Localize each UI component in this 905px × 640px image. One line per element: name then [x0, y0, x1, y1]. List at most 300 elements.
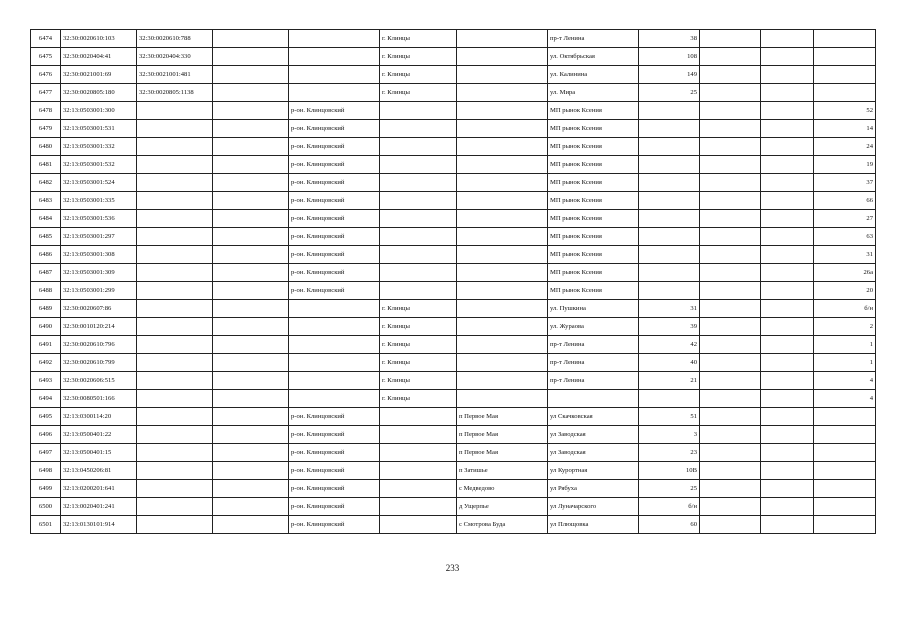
- cell-c4: [213, 426, 289, 444]
- cell-prev-cadastral: [137, 444, 213, 462]
- cell-locality: [457, 66, 548, 84]
- cell-locality: [457, 300, 548, 318]
- cell-c11: [761, 264, 814, 282]
- cell-house: [639, 174, 700, 192]
- cell-num: 6491: [31, 336, 61, 354]
- cell-locality: с Медведово: [457, 480, 548, 498]
- cell-c4: [213, 210, 289, 228]
- cell-house: 60: [639, 516, 700, 534]
- table-row: [31, 156, 876, 174]
- cell-c4: [213, 282, 289, 300]
- cell-locality: п Затишье: [457, 462, 548, 480]
- cell-locality: [457, 192, 548, 210]
- cell-district: р-он. Клинцовский: [289, 498, 380, 516]
- cell-c11: [761, 120, 814, 138]
- cell-settlement: [380, 192, 457, 210]
- cell-c4: [213, 84, 289, 102]
- cell-cadastral: 32:13:0503001:297: [61, 228, 137, 246]
- cell-prev-cadastral: [137, 372, 213, 390]
- cell-settlement: г. Клинцы: [380, 372, 457, 390]
- cell-c11: [761, 516, 814, 534]
- cell-district: [289, 372, 380, 390]
- cell-locality: [457, 246, 548, 264]
- cell-street: ул. Калинина: [548, 66, 639, 84]
- cell-c10: [700, 264, 761, 282]
- cell-street: ул Рябуха: [548, 480, 639, 498]
- cell-c10: [700, 336, 761, 354]
- table-row: [31, 174, 876, 192]
- cell-c10: [700, 210, 761, 228]
- cell-house: [639, 264, 700, 282]
- cell-c4: [213, 462, 289, 480]
- cell-locality: [457, 372, 548, 390]
- cell-num: 6485: [31, 228, 61, 246]
- cell-num: 6482: [31, 174, 61, 192]
- cell-c11: [761, 372, 814, 390]
- cell-extra: [814, 516, 876, 534]
- table-row: [31, 282, 876, 300]
- cell-street: ул Луначарского: [548, 498, 639, 516]
- cell-num: 6493: [31, 372, 61, 390]
- cell-num: 6497: [31, 444, 61, 462]
- cell-c11: [761, 426, 814, 444]
- cell-house: 21: [639, 372, 700, 390]
- cell-num: 6486: [31, 246, 61, 264]
- cell-settlement: [380, 210, 457, 228]
- cell-cadastral: 32:13:0503001:531: [61, 120, 137, 138]
- cell-extra: [814, 444, 876, 462]
- cell-c11: [761, 84, 814, 102]
- cell-district: р-он. Клинцовский: [289, 408, 380, 426]
- cell-settlement: г. Клинцы: [380, 354, 457, 372]
- cell-cadastral: 32:13:0300114:20: [61, 408, 137, 426]
- cell-num: 6484: [31, 210, 61, 228]
- cell-c4: [213, 66, 289, 84]
- cell-c4: [213, 228, 289, 246]
- cell-extra: 66: [814, 192, 876, 210]
- cell-street: ул. Октябрьская: [548, 48, 639, 66]
- cell-street: ул. Пушкина: [548, 300, 639, 318]
- cell-locality: [457, 282, 548, 300]
- cell-c10: [700, 408, 761, 426]
- cell-locality: [457, 48, 548, 66]
- cell-num: 6481: [31, 156, 61, 174]
- cell-c4: [213, 120, 289, 138]
- cell-district: р-он. Клинцовский: [289, 516, 380, 534]
- cell-extra: б/н: [814, 300, 876, 318]
- cell-c11: [761, 462, 814, 480]
- cell-num: 6489: [31, 300, 61, 318]
- cell-house: [639, 192, 700, 210]
- cell-prev-cadastral: 32:30:0020805:1138: [137, 84, 213, 102]
- cell-prev-cadastral: [137, 480, 213, 498]
- cell-c4: [213, 264, 289, 282]
- cell-street: ул Курортная: [548, 462, 639, 480]
- cell-district: р-он. Клинцовский: [289, 138, 380, 156]
- cell-extra: [814, 30, 876, 48]
- cell-c4: [213, 138, 289, 156]
- cell-settlement: г. Клинцы: [380, 66, 457, 84]
- cell-c11: [761, 354, 814, 372]
- cell-c11: [761, 210, 814, 228]
- cell-settlement: [380, 480, 457, 498]
- cell-cadastral: 32:13:0503001:309: [61, 264, 137, 282]
- cell-house: [639, 282, 700, 300]
- cell-num: 6478: [31, 102, 61, 120]
- cell-extra: 27: [814, 210, 876, 228]
- cell-prev-cadastral: 32:30:0020404:330: [137, 48, 213, 66]
- cell-num: 6496: [31, 426, 61, 444]
- cell-street: пр-т Ленина: [548, 354, 639, 372]
- cell-c10: [700, 228, 761, 246]
- cell-c11: [761, 300, 814, 318]
- cell-num: 6494: [31, 390, 61, 408]
- cell-locality: [457, 336, 548, 354]
- cell-street: ул. Мира: [548, 84, 639, 102]
- cell-c11: [761, 282, 814, 300]
- cell-settlement: [380, 426, 457, 444]
- cell-c4: [213, 192, 289, 210]
- cell-cadastral: 32:30:0010120:214: [61, 318, 137, 336]
- cell-district: р-он. Клинцовский: [289, 192, 380, 210]
- cell-extra: 19: [814, 156, 876, 174]
- cell-district: р-он. Клинцовский: [289, 264, 380, 282]
- cell-prev-cadastral: [137, 102, 213, 120]
- cell-locality: [457, 120, 548, 138]
- cell-settlement: [380, 498, 457, 516]
- cell-settlement: г. Клинцы: [380, 30, 457, 48]
- property-registry-table: [30, 29, 876, 534]
- cell-district: р-он. Клинцовский: [289, 120, 380, 138]
- cell-c11: [761, 498, 814, 516]
- cell-c10: [700, 390, 761, 408]
- cell-extra: [814, 462, 876, 480]
- cell-district: р-он. Клинцовский: [289, 210, 380, 228]
- cell-cadastral: 32:30:0021001:69: [61, 66, 137, 84]
- cell-district: р-он. Клинцовский: [289, 282, 380, 300]
- cell-district: [289, 354, 380, 372]
- table-row: [31, 372, 876, 390]
- table-row: [31, 138, 876, 156]
- cell-num: 6488: [31, 282, 61, 300]
- cell-cadastral: 32:13:0130101:914: [61, 516, 137, 534]
- cell-cadastral: 32:13:0503001:536: [61, 210, 137, 228]
- cell-house: 51: [639, 408, 700, 426]
- cell-c4: [213, 516, 289, 534]
- cell-settlement: г. Клинцы: [380, 300, 457, 318]
- table-row: [31, 120, 876, 138]
- cell-district: [289, 318, 380, 336]
- cell-cadastral: 32:13:0503001:300: [61, 102, 137, 120]
- cell-locality: [457, 84, 548, 102]
- table-row: [31, 318, 876, 336]
- cell-cadastral: 32:30:0080501:166: [61, 390, 137, 408]
- registry-table-body: [31, 30, 876, 534]
- cell-prev-cadastral: [137, 156, 213, 174]
- cell-c10: [700, 84, 761, 102]
- table-row: [31, 246, 876, 264]
- cell-c10: [700, 426, 761, 444]
- cell-c4: [213, 246, 289, 264]
- cell-district: р-он. Клинцовский: [289, 480, 380, 498]
- cell-cadastral: 32:13:0200201:641: [61, 480, 137, 498]
- cell-district: р-он. Клинцовский: [289, 426, 380, 444]
- cell-c11: [761, 228, 814, 246]
- cell-c4: [213, 372, 289, 390]
- cell-c10: [700, 66, 761, 84]
- cell-locality: п Первое Мая: [457, 426, 548, 444]
- cell-c11: [761, 48, 814, 66]
- cell-settlement: [380, 462, 457, 480]
- cell-c11: [761, 444, 814, 462]
- cell-c10: [700, 444, 761, 462]
- cell-prev-cadastral: [137, 462, 213, 480]
- cell-settlement: [380, 120, 457, 138]
- cell-settlement: г. Клинцы: [380, 48, 457, 66]
- cell-c11: [761, 408, 814, 426]
- cell-locality: п Первое Мая: [457, 444, 548, 462]
- cell-street: МП рынок Ксения: [548, 174, 639, 192]
- cell-house: 10В: [639, 462, 700, 480]
- cell-cadastral: 32:30:0020805:180: [61, 84, 137, 102]
- cell-c4: [213, 336, 289, 354]
- cell-locality: [457, 354, 548, 372]
- table-row: [31, 228, 876, 246]
- cell-house: [639, 228, 700, 246]
- cell-street: МП рынок Ксения: [548, 246, 639, 264]
- table-row: [31, 480, 876, 498]
- cell-prev-cadastral: [137, 246, 213, 264]
- cell-num: 6487: [31, 264, 61, 282]
- cell-house: 39: [639, 318, 700, 336]
- cell-cadastral: 32:13:0500401:15: [61, 444, 137, 462]
- cell-c10: [700, 516, 761, 534]
- cell-c4: [213, 480, 289, 498]
- cell-c4: [213, 498, 289, 516]
- cell-num: 6480: [31, 138, 61, 156]
- cell-c10: [700, 462, 761, 480]
- cell-prev-cadastral: [137, 498, 213, 516]
- cell-cadastral: 32:30:0020610:799: [61, 354, 137, 372]
- cell-district: р-он. Клинцовский: [289, 462, 380, 480]
- cell-extra: 1: [814, 336, 876, 354]
- cell-house: 42: [639, 336, 700, 354]
- cell-prev-cadastral: [137, 138, 213, 156]
- cell-prev-cadastral: [137, 228, 213, 246]
- cell-extra: 31: [814, 246, 876, 264]
- cell-c4: [213, 390, 289, 408]
- cell-street: пр-т Ленина: [548, 336, 639, 354]
- cell-extra: 1: [814, 354, 876, 372]
- cell-district: р-он. Клинцовский: [289, 444, 380, 462]
- cell-settlement: г. Клинцы: [380, 84, 457, 102]
- cell-c4: [213, 354, 289, 372]
- cell-prev-cadastral: [137, 408, 213, 426]
- cell-locality: [457, 390, 548, 408]
- cell-cadastral: 32:13:0503001:532: [61, 156, 137, 174]
- cell-extra: 63: [814, 228, 876, 246]
- cell-street: МП рынок Ксения: [548, 138, 639, 156]
- cell-street: пр-т Ленина: [548, 30, 639, 48]
- cell-num: 6492: [31, 354, 61, 372]
- cell-cadastral: 32:13:0503001:335: [61, 192, 137, 210]
- table-row: [31, 408, 876, 426]
- cell-c10: [700, 372, 761, 390]
- cell-c11: [761, 138, 814, 156]
- cell-prev-cadastral: [137, 318, 213, 336]
- cell-settlement: [380, 282, 457, 300]
- cell-house: 25: [639, 84, 700, 102]
- table-row: [31, 264, 876, 282]
- cell-prev-cadastral: [137, 336, 213, 354]
- cell-extra: 20: [814, 282, 876, 300]
- cell-district: р-он. Клинцовский: [289, 156, 380, 174]
- cell-extra: 4: [814, 390, 876, 408]
- cell-cadastral: 32:13:0503001:299: [61, 282, 137, 300]
- cell-settlement: [380, 444, 457, 462]
- cell-c10: [700, 138, 761, 156]
- cell-district: [289, 48, 380, 66]
- cell-num: 6501: [31, 516, 61, 534]
- table-row: [31, 300, 876, 318]
- cell-street: МП рынок Ксения: [548, 264, 639, 282]
- cell-locality: [457, 138, 548, 156]
- cell-settlement: [380, 138, 457, 156]
- cell-prev-cadastral: [137, 516, 213, 534]
- cell-cadastral: 32:30:0020607:86: [61, 300, 137, 318]
- cell-extra: 4: [814, 372, 876, 390]
- table-row: [31, 354, 876, 372]
- table-row: [31, 192, 876, 210]
- cell-street: ул Заводская: [548, 444, 639, 462]
- cell-c10: [700, 480, 761, 498]
- cell-num: 6474: [31, 30, 61, 48]
- cell-house: [639, 156, 700, 174]
- cell-prev-cadastral: [137, 390, 213, 408]
- cell-num: 6500: [31, 498, 61, 516]
- cell-num: 6476: [31, 66, 61, 84]
- cell-c11: [761, 480, 814, 498]
- table-row: [31, 516, 876, 534]
- cell-c10: [700, 192, 761, 210]
- cell-c11: [761, 318, 814, 336]
- cell-street: МП рынок Ксения: [548, 120, 639, 138]
- cell-settlement: [380, 174, 457, 192]
- cell-c11: [761, 192, 814, 210]
- cell-settlement: [380, 246, 457, 264]
- cell-district: [289, 66, 380, 84]
- cell-prev-cadastral: [137, 192, 213, 210]
- cell-num: 6477: [31, 84, 61, 102]
- cell-district: р-он. Клинцовский: [289, 228, 380, 246]
- cell-house: [639, 210, 700, 228]
- cell-settlement: [380, 156, 457, 174]
- cell-street: МП рынок Ксения: [548, 102, 639, 120]
- table-row: [31, 336, 876, 354]
- cell-settlement: [380, 264, 457, 282]
- cell-prev-cadastral: [137, 282, 213, 300]
- cell-extra: 24: [814, 138, 876, 156]
- cell-c4: [213, 156, 289, 174]
- cell-c10: [700, 30, 761, 48]
- cell-house: 108: [639, 48, 700, 66]
- cell-house: [639, 390, 700, 408]
- cell-locality: д Ущерпье: [457, 498, 548, 516]
- cell-street: МП рынок Ксения: [548, 228, 639, 246]
- table-row: [31, 498, 876, 516]
- cell-locality: п Первое Мая: [457, 408, 548, 426]
- cell-street: ул Заводская: [548, 426, 639, 444]
- cell-extra: [814, 426, 876, 444]
- cell-extra: [814, 498, 876, 516]
- cell-cadastral: 32:30:0020404:41: [61, 48, 137, 66]
- table-row: [31, 102, 876, 120]
- cell-house: 3: [639, 426, 700, 444]
- cell-prev-cadastral: [137, 300, 213, 318]
- cell-street: ул Скачковская: [548, 408, 639, 426]
- table-row: [31, 444, 876, 462]
- table-row: [31, 84, 876, 102]
- table-row: [31, 426, 876, 444]
- cell-c11: [761, 336, 814, 354]
- cell-c11: [761, 390, 814, 408]
- cell-cadastral: 32:13:0503001:332: [61, 138, 137, 156]
- cell-c10: [700, 246, 761, 264]
- cell-prev-cadastral: [137, 120, 213, 138]
- cell-locality: [457, 318, 548, 336]
- table-row: [31, 48, 876, 66]
- cell-c10: [700, 498, 761, 516]
- cell-cadastral: 32:13:0020401:241: [61, 498, 137, 516]
- cell-cadastral: 32:30:0020610:103: [61, 30, 137, 48]
- cell-district: р-он. Клинцовский: [289, 174, 380, 192]
- cell-district: р-он. Клинцовский: [289, 102, 380, 120]
- cell-locality: [457, 228, 548, 246]
- cell-house: 38: [639, 30, 700, 48]
- cell-c4: [213, 444, 289, 462]
- cell-street: ул. Жураова: [548, 318, 639, 336]
- cell-extra: [814, 408, 876, 426]
- cell-prev-cadastral: 32:30:0020610:788: [137, 30, 213, 48]
- cell-house: б/н: [639, 498, 700, 516]
- cell-prev-cadastral: 32:30:0021001:481: [137, 66, 213, 84]
- cell-extra: 37: [814, 174, 876, 192]
- cell-num: 6498: [31, 462, 61, 480]
- cell-num: 6490: [31, 318, 61, 336]
- cell-c11: [761, 102, 814, 120]
- cell-cadastral: 32:30:0020610:796: [61, 336, 137, 354]
- cell-district: [289, 300, 380, 318]
- cell-street: МП рынок Ксения: [548, 210, 639, 228]
- cell-extra: [814, 48, 876, 66]
- cell-extra: 14: [814, 120, 876, 138]
- cell-cadastral: 32:13:0450206:81: [61, 462, 137, 480]
- cell-c10: [700, 282, 761, 300]
- cell-locality: [457, 210, 548, 228]
- cell-settlement: [380, 516, 457, 534]
- cell-extra: [814, 66, 876, 84]
- table-row: [31, 30, 876, 48]
- table-row: [31, 462, 876, 480]
- cell-house: [639, 120, 700, 138]
- cell-locality: [457, 30, 548, 48]
- cell-district: [289, 84, 380, 102]
- cell-house: 23: [639, 444, 700, 462]
- cell-prev-cadastral: [137, 174, 213, 192]
- cell-settlement: г. Клинцы: [380, 336, 457, 354]
- cell-c11: [761, 66, 814, 84]
- cell-cadastral: 32:13:0500401:22: [61, 426, 137, 444]
